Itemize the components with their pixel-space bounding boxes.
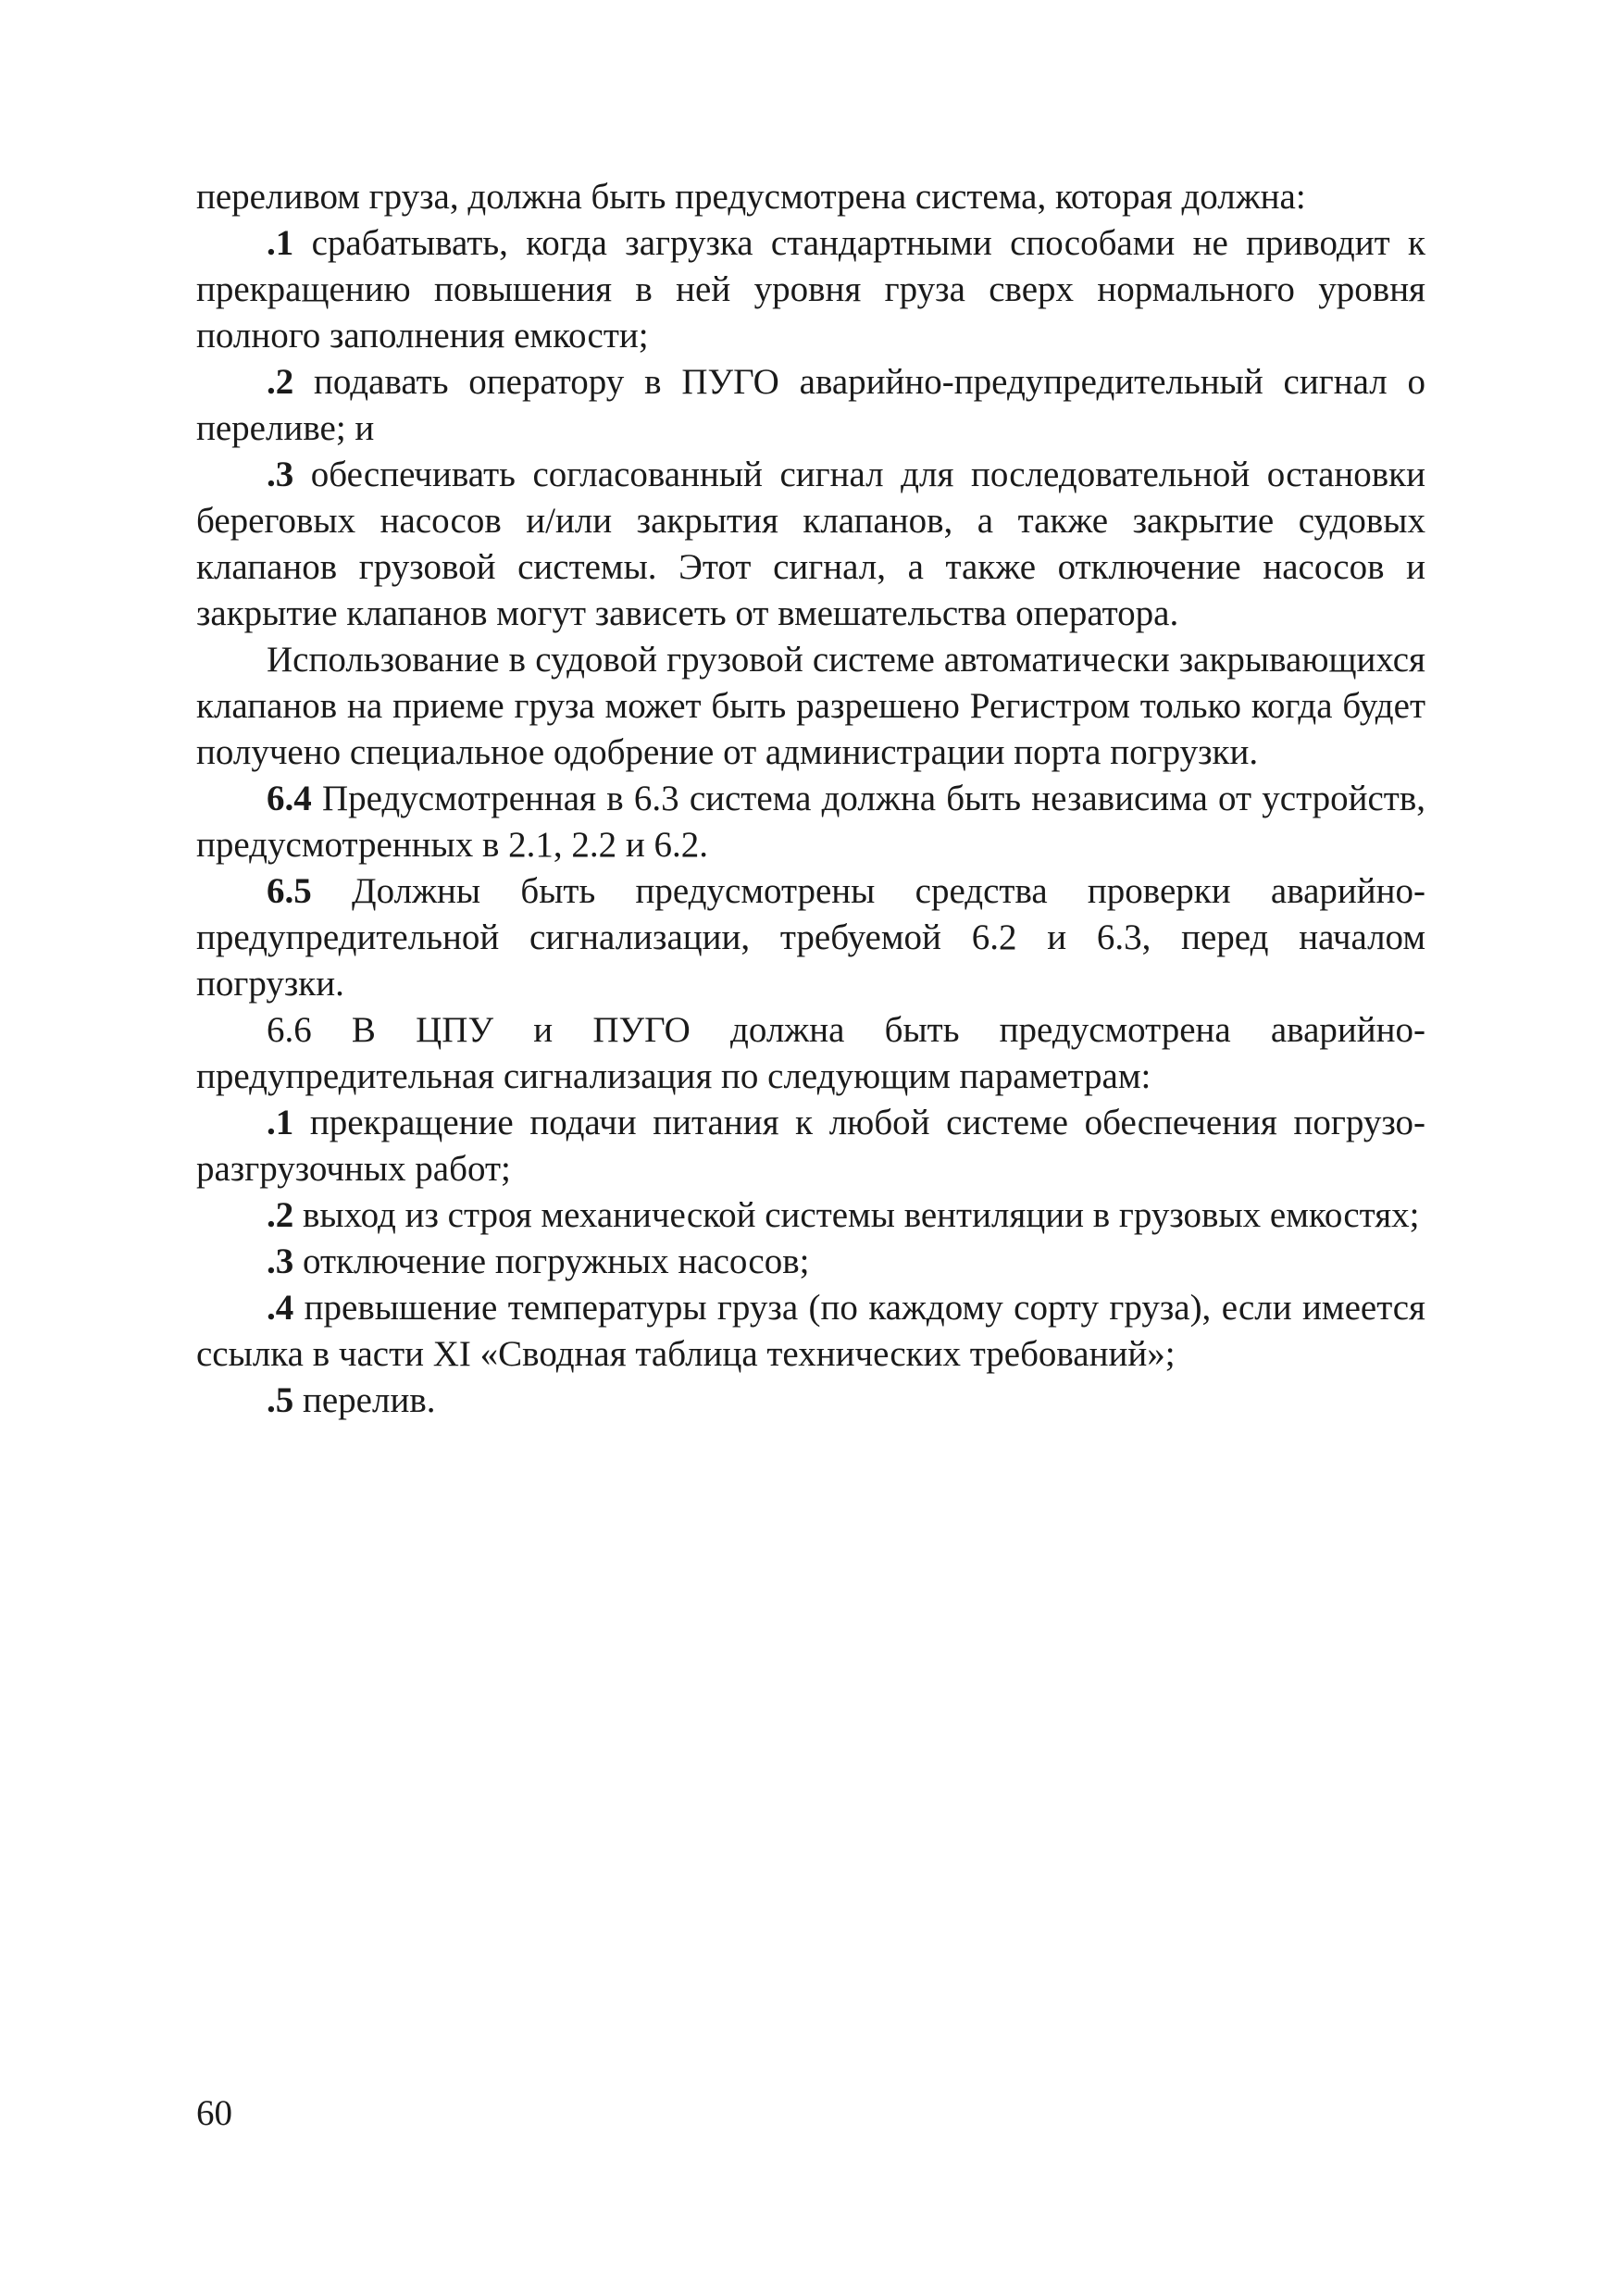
item-text: прекращение подачи питания к любой системе обеспечения погрузо-разгрузочных работ; [196,1103,1425,1189]
item-number: .2 [267,362,294,402]
clause-number: 6.4 [267,779,312,818]
paragraph-text: Использование в судовой грузовой системе автоматически закрывающихся клапанов на приеме груза может быть разрешено Регистром только когда будет получено специальное одобрение от администрации порта погрузки. [196,640,1425,772]
clause-text: Должны быть предусмотрены средства проверки аварийно-предупредительной сигнализации, требуемой 6.2 и 6.3, перед началом погрузки. [196,871,1425,1004]
clause-text: В ЦПУ и ПУГО должна быть предусмотрена аварийно-предупредительная сигнализация по следующим параметрам: [196,1010,1425,1096]
item-text: перелив. [293,1380,436,1420]
clause-6-6 [196,1007,1425,1100]
item-text: отключение погружных насосов; [293,1242,810,1281]
item-number: .3 [267,1242,294,1281]
item-number: .5 [267,1380,294,1420]
paragraph-auto-valves [196,637,1425,776]
item-text: подавать оператору в ПУГО аварийно-предупредительный сигнал о переливе; и [196,362,1425,448]
item-text: выход из строя механической системы вентиляции в грузовых емкостях; [293,1195,1420,1235]
item-number: .3 [267,455,294,494]
paragraph-text: переливом груза, должна быть предусмотрена система, которая должна: [196,177,1306,217]
item-text: обеспечивать согласованный сигнал для последовательной остановки береговых насосов и/или закрытия клапанов, а также закрытие судовых клапанов грузовой системы. Этот сигнал, а также отключение насосов и закрытие клапанов могут зависеть от вмешательства оператора. [196,455,1425,633]
clause-6-5 [196,868,1425,1007]
clause-number: 6.5 [267,871,312,911]
item-text: срабатывать, когда загрузка стандартными способами не приводит к прекращению повышения в ней уровня груза сверх нормального уровня полного заполнения емкости; [196,223,1425,356]
paragraph-continuation [196,174,1425,220]
list-item-6-6-1 [196,1100,1425,1192]
body-text [196,174,1425,1424]
item-number: .1 [267,223,294,263]
item-text: превышение температуры груза (по каждому сорту груза), если имеется ссылка в части XI «Сводная таблица технических требований»; [196,1288,1425,1374]
list-item-6-6-4 [196,1285,1425,1378]
item-number: .2 [267,1195,294,1235]
clause-number: 6.6 [267,1010,312,1050]
list-item-1 [196,220,1425,359]
list-item-6-6-5 [196,1378,1425,1424]
list-item-6-6-3 [196,1239,1425,1285]
item-number: .1 [267,1103,294,1142]
item-number: .4 [267,1288,294,1328]
list-item-6-6-2 [196,1192,1425,1239]
list-item-2 [196,359,1425,452]
clause-6-4 [196,776,1425,868]
clause-text: Предусмотренная в 6.3 система должна быть независима от устройств, предусмотренных в 2.1, 2.2 и 6.2. [196,779,1425,865]
list-item-3 [196,452,1425,637]
page-number: 60 [196,2093,232,2133]
